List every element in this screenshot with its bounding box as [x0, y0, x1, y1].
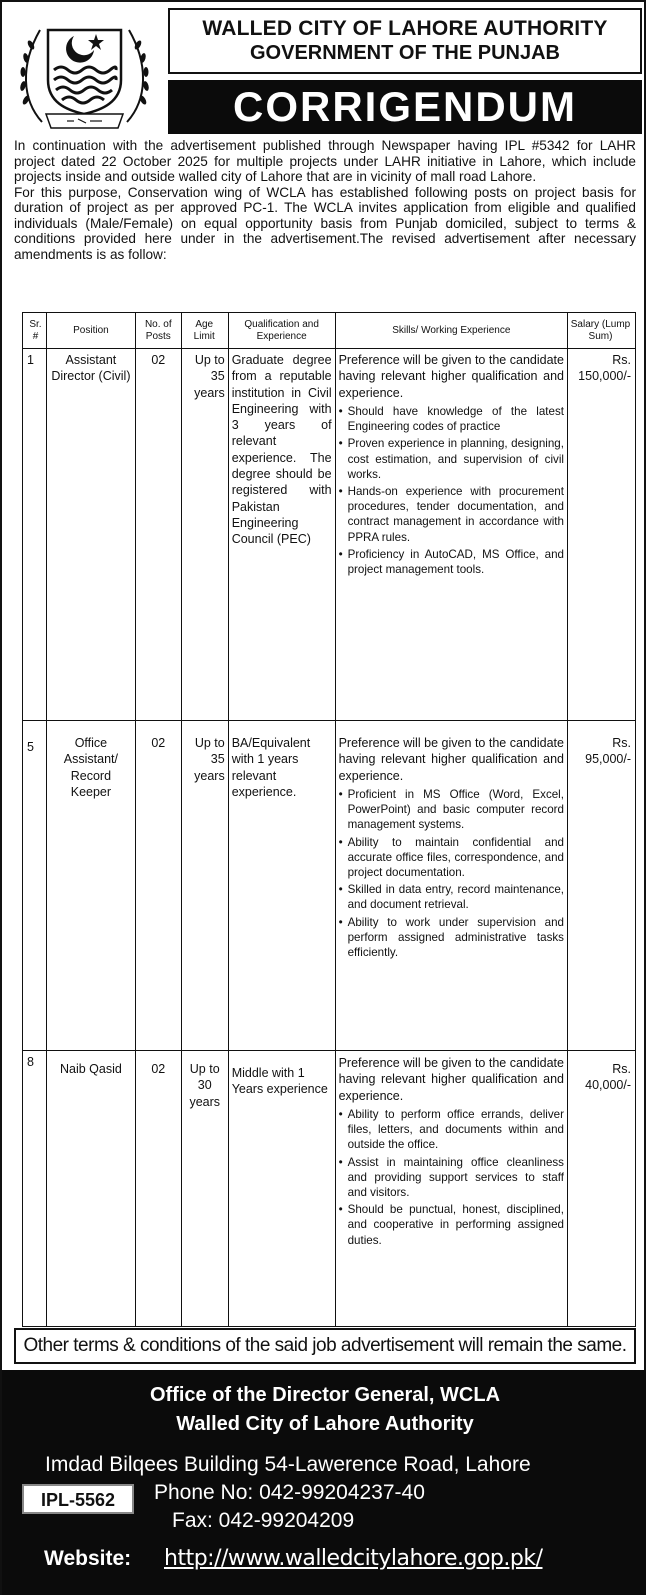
table-row: [23, 721, 636, 1051]
header-salary: Salary (Lump Sum): [567, 313, 635, 349]
list-item: • Proficiency in AutoCAD, MS Office, and project management tools.: [339, 547, 564, 577]
table-row: [23, 349, 636, 721]
intro-text: [14, 138, 636, 262]
skills-intro: Preference will be given to the candidate having relevant higher qualification and experience.: [338, 353, 564, 400]
cell-sr: 5: [23, 721, 47, 1051]
list-item: • Should be punctual, honest, disciplined, and cooperative in performing assigned duties.: [339, 1202, 564, 1248]
terms-notice: Other terms & conditions of the said job advertisement will remain the same.: [14, 1328, 636, 1364]
cell-skills: [335, 349, 567, 721]
header-skills: Skills/ Working Experience: [335, 313, 567, 349]
cell-salary: Rs. 95,000/-: [567, 721, 635, 1051]
authority-name: Walled City of Lahore Authority: [176, 1413, 474, 1435]
header-age: Age Limit: [181, 313, 228, 349]
skills-list: [339, 787, 564, 960]
fax-number: Fax: 042-99204209: [172, 1509, 355, 1532]
table-header-row: [23, 313, 636, 349]
skills-list: [339, 1107, 564, 1248]
cell-age: Up to 35 years: [181, 349, 228, 721]
intro-paragraph-1: In continuation with the advertisement published through Newspaper having IPL #5342 for LAHR project dated 22 October 2025 for multiple projects under LAHR initiative in Lahore, which include projects inside and outside walled city of Lahore that are in vicinity of mall road Lahore.: [14, 138, 636, 184]
cell-qualification: Graduate degree from a reputable institution in Civil Engineering with 3 years of relevant experience. The degree should be registered with Pakistan Engineering Council (PEC): [228, 349, 335, 721]
cell-skills: [335, 1051, 567, 1327]
list-item: • Should have knowledge of the latest Engineering codes of practice: [339, 404, 564, 434]
cell-posts: 02: [135, 349, 181, 721]
list-item: • Ability to work under supervision and perform assigned administrative tasks efficiently.: [339, 915, 564, 961]
list-item: • Hands-on experience with procurement procedures, tender documentation, and contract management in accordance with PPRA rules.: [339, 484, 564, 545]
cell-position: Assistant Director (Civil): [46, 349, 135, 721]
contact-footer: [2, 1370, 646, 1595]
cell-age: Up to 30 years: [181, 1051, 228, 1327]
list-item: • Ability to maintain confidential and accurate office files, correspondence, and project documentation.: [339, 835, 564, 881]
cell-sr: 8: [23, 1051, 47, 1327]
jobs-table: [22, 312, 636, 1327]
cell-skills: [335, 721, 567, 1051]
website-link[interactable]: http://www.walledcitylahore.gop.pk/: [164, 1546, 543, 1571]
table-row: [23, 1051, 636, 1327]
skills-intro: Preference will be given to the candidate having relevant higher qualification and experience.: [338, 1056, 564, 1103]
punjab-emblem-icon: [12, 10, 157, 134]
organization-name: WALLED CITY OF LAHORE AUTHORITY: [202, 17, 608, 40]
organization-box: [168, 8, 642, 74]
cell-posts: 02: [135, 721, 181, 1051]
list-item: • Ability to perform office errands, deliver files, letters, and documents within and outside the office.: [339, 1107, 564, 1153]
cell-posts: 02: [135, 1051, 181, 1327]
website-label: Website:: [44, 1547, 132, 1570]
government-name: GOVERNMENT OF THE PUNJAB: [249, 42, 561, 64]
list-item: • Proven experience in planning, designing, cost estimation, and supervision of civil works.: [339, 436, 564, 482]
cell-age: Up to 35 years: [181, 721, 228, 1051]
header-position: Position: [46, 313, 135, 349]
corrigendum-banner: CORRIGENDUM: [168, 80, 642, 134]
header-qualification: Qualification and Experience: [228, 313, 335, 349]
list-item: • Proficient in MS Office (Word, Excel, PowerPoint) and basic computer record management systems.: [339, 787, 564, 833]
address: Imdad Bilqees Building 54-Lawerence Road, Lahore: [45, 1453, 531, 1476]
cell-salary: Rs. 40,000/-: [567, 1051, 635, 1327]
phone-number: Phone No: 042-99204237-40: [154, 1481, 425, 1504]
cell-position: Office Assistant/ Record Keeper: [46, 721, 135, 1051]
skills-intro: Preference will be given to the candidate having relevant higher qualification and experience.: [338, 736, 564, 783]
cell-salary: Rs. 150,000/-: [567, 349, 635, 721]
office-name: Office of the Director General, WCLA: [149, 1384, 501, 1406]
cell-qualification: BA/Equivalent with 1 years relevant experience.: [228, 721, 335, 1051]
list-item: • Skilled in data entry, record maintenance, and document retrieval.: [339, 882, 564, 912]
header-posts: No. of Posts: [135, 313, 181, 349]
cell-sr: 1: [23, 349, 47, 721]
cell-qualification: Middle with 1 Years experience: [228, 1051, 335, 1327]
skills-list: [339, 404, 564, 577]
intro-paragraph-2: For this purpose, Conservation wing of WCLA has established following posts on project basis for duration of project as per approved PC-1. The WCLA invites application from eligible and qualified individuals (Male/Female) on equal opportunity basis from Punjab domiciled, subject to terms & conditions provided here under in the advertisement.The revised advertisement after necessary amendments is as follow:: [14, 184, 636, 262]
list-item: • Assist in maintaining office cleanliness and providing support services to staff and visitors.: [339, 1155, 564, 1201]
cell-position: Naib Qasid: [46, 1051, 135, 1327]
ipl-badge: IPL-5562: [22, 1484, 134, 1514]
header-sr: Sr. #: [23, 313, 47, 349]
